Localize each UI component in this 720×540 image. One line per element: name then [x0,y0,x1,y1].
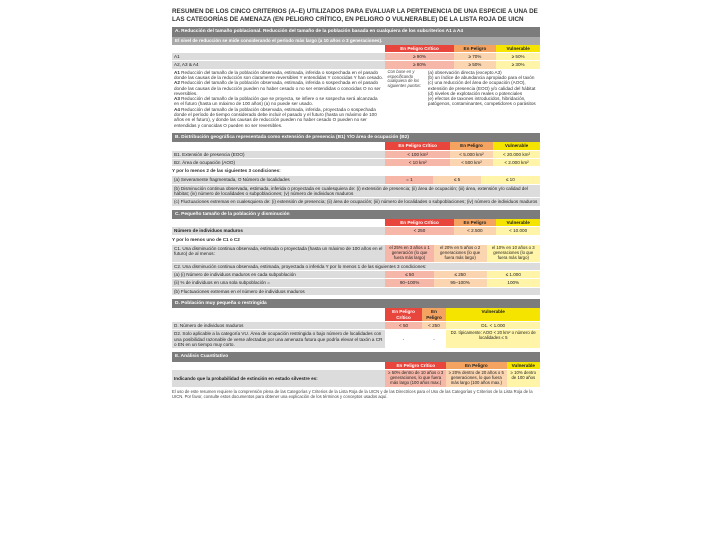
basis-label: Con base en y especificando cualquiera de los siguientes puntos: [387,68,422,89]
list-item: A4 Reducción del tamaño de la población observada, estimada, inferida, proyectada o sospechada donde el período de tiempo considerado debe incluir el pasado y el futuro (hasta un máximo de 100 años en el futuro), y donde las causas de reducción pueden no haber cesado O pueden no ser entendidas y conocidas O pueden no ser reversibles. [174,106,377,128]
table-row: Indicando que la probabilidad de extinción en estado silvestre es: ≥ 50% dentro de 10 años o 3 generaciones, lo que fuera más largo (100 años max.) ≥ 20% dentro de 20 años o 5 generaciones, lo que fuera más largo (100 años max.) ≥ 10% dentro de 100 años [172,369,540,386]
table-row: C1. Una disminución continua observada, estimada o proyectada (hasta un máximo de 100 años en el futuro) de al menos: el 25% en 3 años o 1 generación (lo que fuera más largo) el 20% en 5 años o 2 generaciones (lo que fuera más largo) el 10% en 10 años o 3 generaciones (lo que fuera más largo) [172,244,540,262]
table-row: (ii) % de individuos en una sola subpoblación = 90–100% 95–100% 100% [172,279,540,287]
section-a-table [172,45,540,69]
table-row: A1 ≥ 90% ≥ 70% ≥ 50% [172,53,540,61]
table-row: C2. Una disminución continua observada, estimada, proyectada o inferida Y por lo menos 1 de las siguientes 3 condiciones: [172,262,540,270]
section-e-table: En Peligro Crítico En Peligro Vulnerable Indicando que la probabilidad de extinción en estado silvestre es: ≥ 50% dentro de 10 años o 3 generaciones, lo que fuera más largo (100 años max.) ≥ 20% dentro de 20 años o 5 generaciones, lo que fuera más largo (100 años max.) ≥ 10% dentro de 100 años [172,362,540,387]
section-d-header: D. Población muy pequeña o restringida [172,299,540,309]
header-vulnerable: Vulnerable [496,45,540,53]
section-a-details [172,69,540,129]
table-row: (b) Disminución continua observada, estimada, inferida o proyectada en cualesquiera de: (i) extensión de presencia; (ii) área de ocupación; (iii) área, extensión y/o calidad del hábitat; (iv) número de localidades o subpoblaciones; (v) número de individuos maduros [172,184,540,198]
table-row: D. Número de individuos maduros < 50 < 250 D1. < 1.000 [172,321,540,329]
section-a-header: A. Reducción del tamaño poblacional. Reducción del tamaño de la población basada en cualquiera de los subcriterios A1 a A4 [172,27,540,37]
list-item: A3 Reducción del tamaño de la población que se proyecta, se infiere o se sospecha será alcanzada en el futuro (hasta un máximo de 100 años) (a) no puede ser usado. [174,96,378,107]
section-d-table: En Peligro Crítico En Peligro Vulnerable D. Número de individuos maduros < 50 < 250 D1. < 1.000 D2. Solo aplicable a la categoría VU. Área de ocupación restringida o bajo número de localidades con una posibilidad razonable de verse afectadas por una amenaza futura que podría elevar el taxón a CR o EN en un tiempo muy corto. - - D2. típicamente: AOO < 20 km² o número de localidades ≤ 5 [172,308,540,348]
section-b-intro: Y por lo menos 2 de las siguientes 3 condiciones: [172,168,281,174]
section-c-table: En Peligro Crítico En Peligro Vulnerable Número de individuos maduros < 250 < 2.500 < 10.000 [172,219,540,235]
document-page [172,8,540,399]
table-row: A2, A3 & A4 ≥ 80% ≥ 50% ≥ 30% [172,61,540,69]
list-item: A2 Reducción del tamaño de la población observada, estimada, inferida o sospechada en el pasado donde las causas de la reducción pueden no haber cesado o no ser entendidas o conocidas O no ser reversibles. [174,80,381,96]
section-c-details [172,244,540,295]
footnote: El uso de este resumen requiere la comprensión plena de las Categorías y Criterios de la Lista Roja de la UICN y de las Directrices para el Uso de las Categorías y Criterios de la Lista Roja de la UICN. Por favor, consulte estos documentos para obtener una explicación de los términos y conceptos usados aquí. [172,388,533,399]
section-a-description: El nivel de reducción se mide considerando el período más largo (a 10 años o 3 generaciones). [172,37,540,45]
section-b-table: En Peligro Crítico En Peligro Vulnerable B1. Extensión de presencia (EOO) < 100 km² < 5.000 km² < 20.000 km² B2. Área de ocupación (AOO) < 10 km² < 500 km² < 2.000 km² [172,142,540,166]
table-row: (a) (i) Número de individuos maduros en cada subpoblación ≤ 50 ≤ 250 ≤ 1.000 [172,271,540,279]
basis-list: (a) observación directa (excepto A3) (b) un índice de abundancia apropiado para el taxón (c) una reducción del área de ocupación (AOO), extensión de presencia (EOO) y/o calidad del hábitat (d) niveles de explotación reales o potenciales (e) efectos de taxones introducidos, hibridación, patógenos, contaminantes, competidores o parásitos [427,69,536,107]
table-row: Número de individuos maduros < 250 < 2.500 < 10.000 [172,227,540,235]
header-critically-endangered: En Peligro Crítico [385,45,453,53]
section-c-header: C. Pequeño tamaño de la población y disminución [172,210,540,220]
table-row: (c) Fluctuaciones extremas en cualesquiera de: (i) extensión de presencia; (ii) área de ocupación; (iii) número de localidades o subpoblaciones; (iv) número de individuos maduros [172,198,540,206]
table-row: B1. Extensión de presencia (EOO) < 100 km² < 5.000 km² < 20.000 km² [172,150,540,158]
section-c-intro: Y por lo menos uno de C1 o C2 [172,236,240,242]
table-row: B2. Área de ocupación (AOO) < 10 km² < 500 km² < 2.000 km² [172,158,540,166]
table-row: (a) Severamente fragmentada, O Número de localidades = 1 ≤ 5 ≤ 10 [172,176,540,184]
header-endangered: En Peligro [454,45,497,53]
table-row: D2. Solo aplicable a la categoría VU. Área de ocupación restringida o bajo número de localidades con una posibilidad razonable de verse afectadas por una amenaza futura que podría elevar el taxón a CR o EN en un tiempo muy corto. - - D2. típicamente: AOO < 20 km² o número de localidades ≤ 5 [172,330,540,348]
section-b-header: B. Distribución geográfica representada como extensión de presencia (B1) Y/O área de ocupación (B2) [172,133,540,143]
section-b-conditions [172,175,540,205]
document-title: RESUMEN DE LOS CINCO CRITERIOS (A–E) UTILIZADOS PARA EVALUAR LA PERTENENCIA DE UNA ESPECIE A UNA DE LAS CATEGORÍAS DE AMENAZA (EN PELIGRO CRÍTICO, EN PELIGRO O VULNERABLE) DE LA LISTA ROJA DE UICN [172,8,538,23]
section-e-header: E. Análisis Cuantitativo [172,352,540,362]
list-item: A1 Reducción del tamaño de la población observada, estimada, inferida o sospechada en el pasado donde las causas de la reducción son claramente reversibles Y entendidas Y conocidas Y han cesado. [174,69,383,81]
table-row: (b) Fluctuaciones extremas en el número de individuos maduros [172,287,540,295]
